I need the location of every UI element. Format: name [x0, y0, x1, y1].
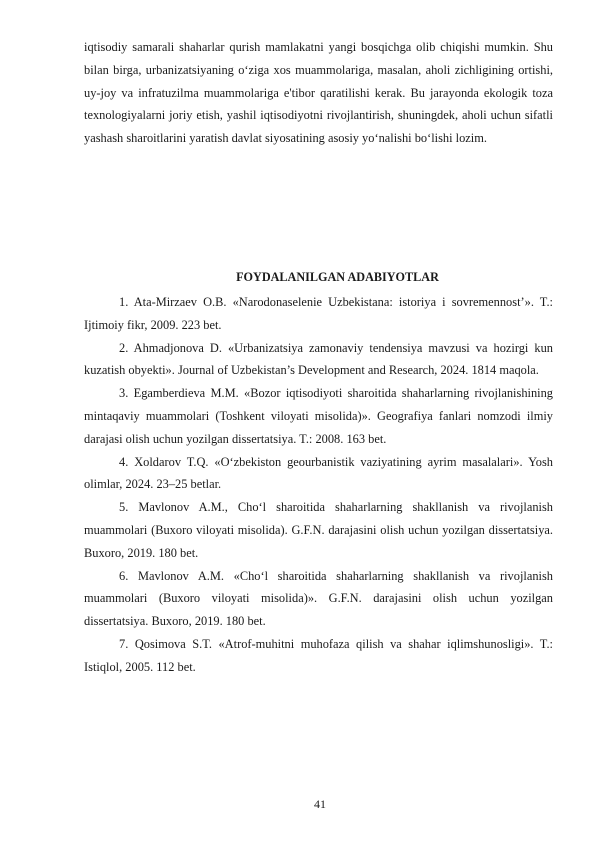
reference-text: Egamberdieva M.M. «Bozor iqtisodiyoti sharoitida shaharlarning rivojlanishining mintaqaviy muammolari (Toshkent viloyati misolida)». Geografiya fanlari nomzodi ilmiy darajasi olish uchun yozilgan dissertatsiya. T.: 2008. 163 bet.	[84, 386, 553, 446]
reference-text: Qosimova S.T. «Atrof-muhitni muhofaza qilish va shahar iqlimshunosligi». T.: Istiqlol, 2005. 112 bet.	[84, 636, 553, 674]
reference-text: Mavlonov A.M., Cho‘l sharoitida shaharlarning shakllanish va rivojlanish muammolari (Buxoro viloyati misolida). G.F.N. darajasini olish uchun yozilgan dissertatsiya. Buxoro, 2019. 180 bet.	[84, 500, 553, 560]
reference-text: Xoldarov T.Q. «O‘zbekiston geourbanistik vaziyatining ayrim masalalari». Yosh olimlar, 2024. 23–25 betlar.	[84, 454, 553, 492]
reference-number: 2.	[119, 340, 129, 355]
references-list	[84, 291, 553, 679]
reference-number: 1.	[119, 295, 129, 309]
reference-item-4	[84, 451, 553, 497]
page-number: 41	[314, 797, 326, 811]
reference-text: Ahmadjonova D. «Urbanizatsiya zamonaviy tendensiya mavzusi va hozirgi kun kuzatish obyekti». Journal of Uzbekistan’s Development and Research, 2024. 1814 maqola.	[84, 340, 553, 378]
reference-number: 7.	[119, 636, 129, 651]
reference-number: 6.	[119, 568, 129, 583]
reference-text: Mavlonov A.M. «Cho‘l sharoitida shaharlarning shakllanish va rivojlanish muammolari (Buxoro viloyati misolida)». G.F.N. darajasini olish uchun yozilgan dissertatsiya. Buxoro, 2019. 180 bet.	[84, 568, 553, 629]
references-heading: FOYDALANILGAN ADABIYOTLAR	[236, 270, 439, 284]
reference-item-3	[84, 382, 553, 450]
body-paragraph	[84, 36, 553, 150]
reference-number: 3.	[119, 386, 129, 401]
reference-item-6	[84, 565, 553, 633]
intro-paragraph-text: iqtisodiy samarali shaharlar qurish mamlakatni yangi bosqichga olib chiqishi mumkin. Shu bilan birga, urbanizatsiyaning o‘ziga xos muammolariga, masalan, aholi zichligining ortishi, uy-joy va infratuzilma muammolariga e'tibor qaratilishi kerak. Bu jarayonda ekologik toza texnologiyalarni joriy etish, yashil iqtisodiyotni rivojlantirish, shuningdek, aholi uchun sifatli yashash sharoitlarini yaratish davlat siyosatining asosiy yo‘nalishi bo‘lishi lozim.	[84, 40, 553, 146]
reference-number: 4.	[119, 454, 129, 469]
reference-item-1	[84, 291, 553, 337]
reference-item-2	[84, 337, 553, 383]
reference-number: 5.	[119, 500, 129, 515]
reference-text: Ata-Mirzaev O.B. «Narodonaselenie Uzbekistana: istoriya i sovremennost’». T.: Ijtimoiy fikr, 2009. 223 bet.	[84, 295, 553, 332]
reference-item-5	[84, 496, 553, 564]
reference-item-7	[84, 633, 553, 679]
